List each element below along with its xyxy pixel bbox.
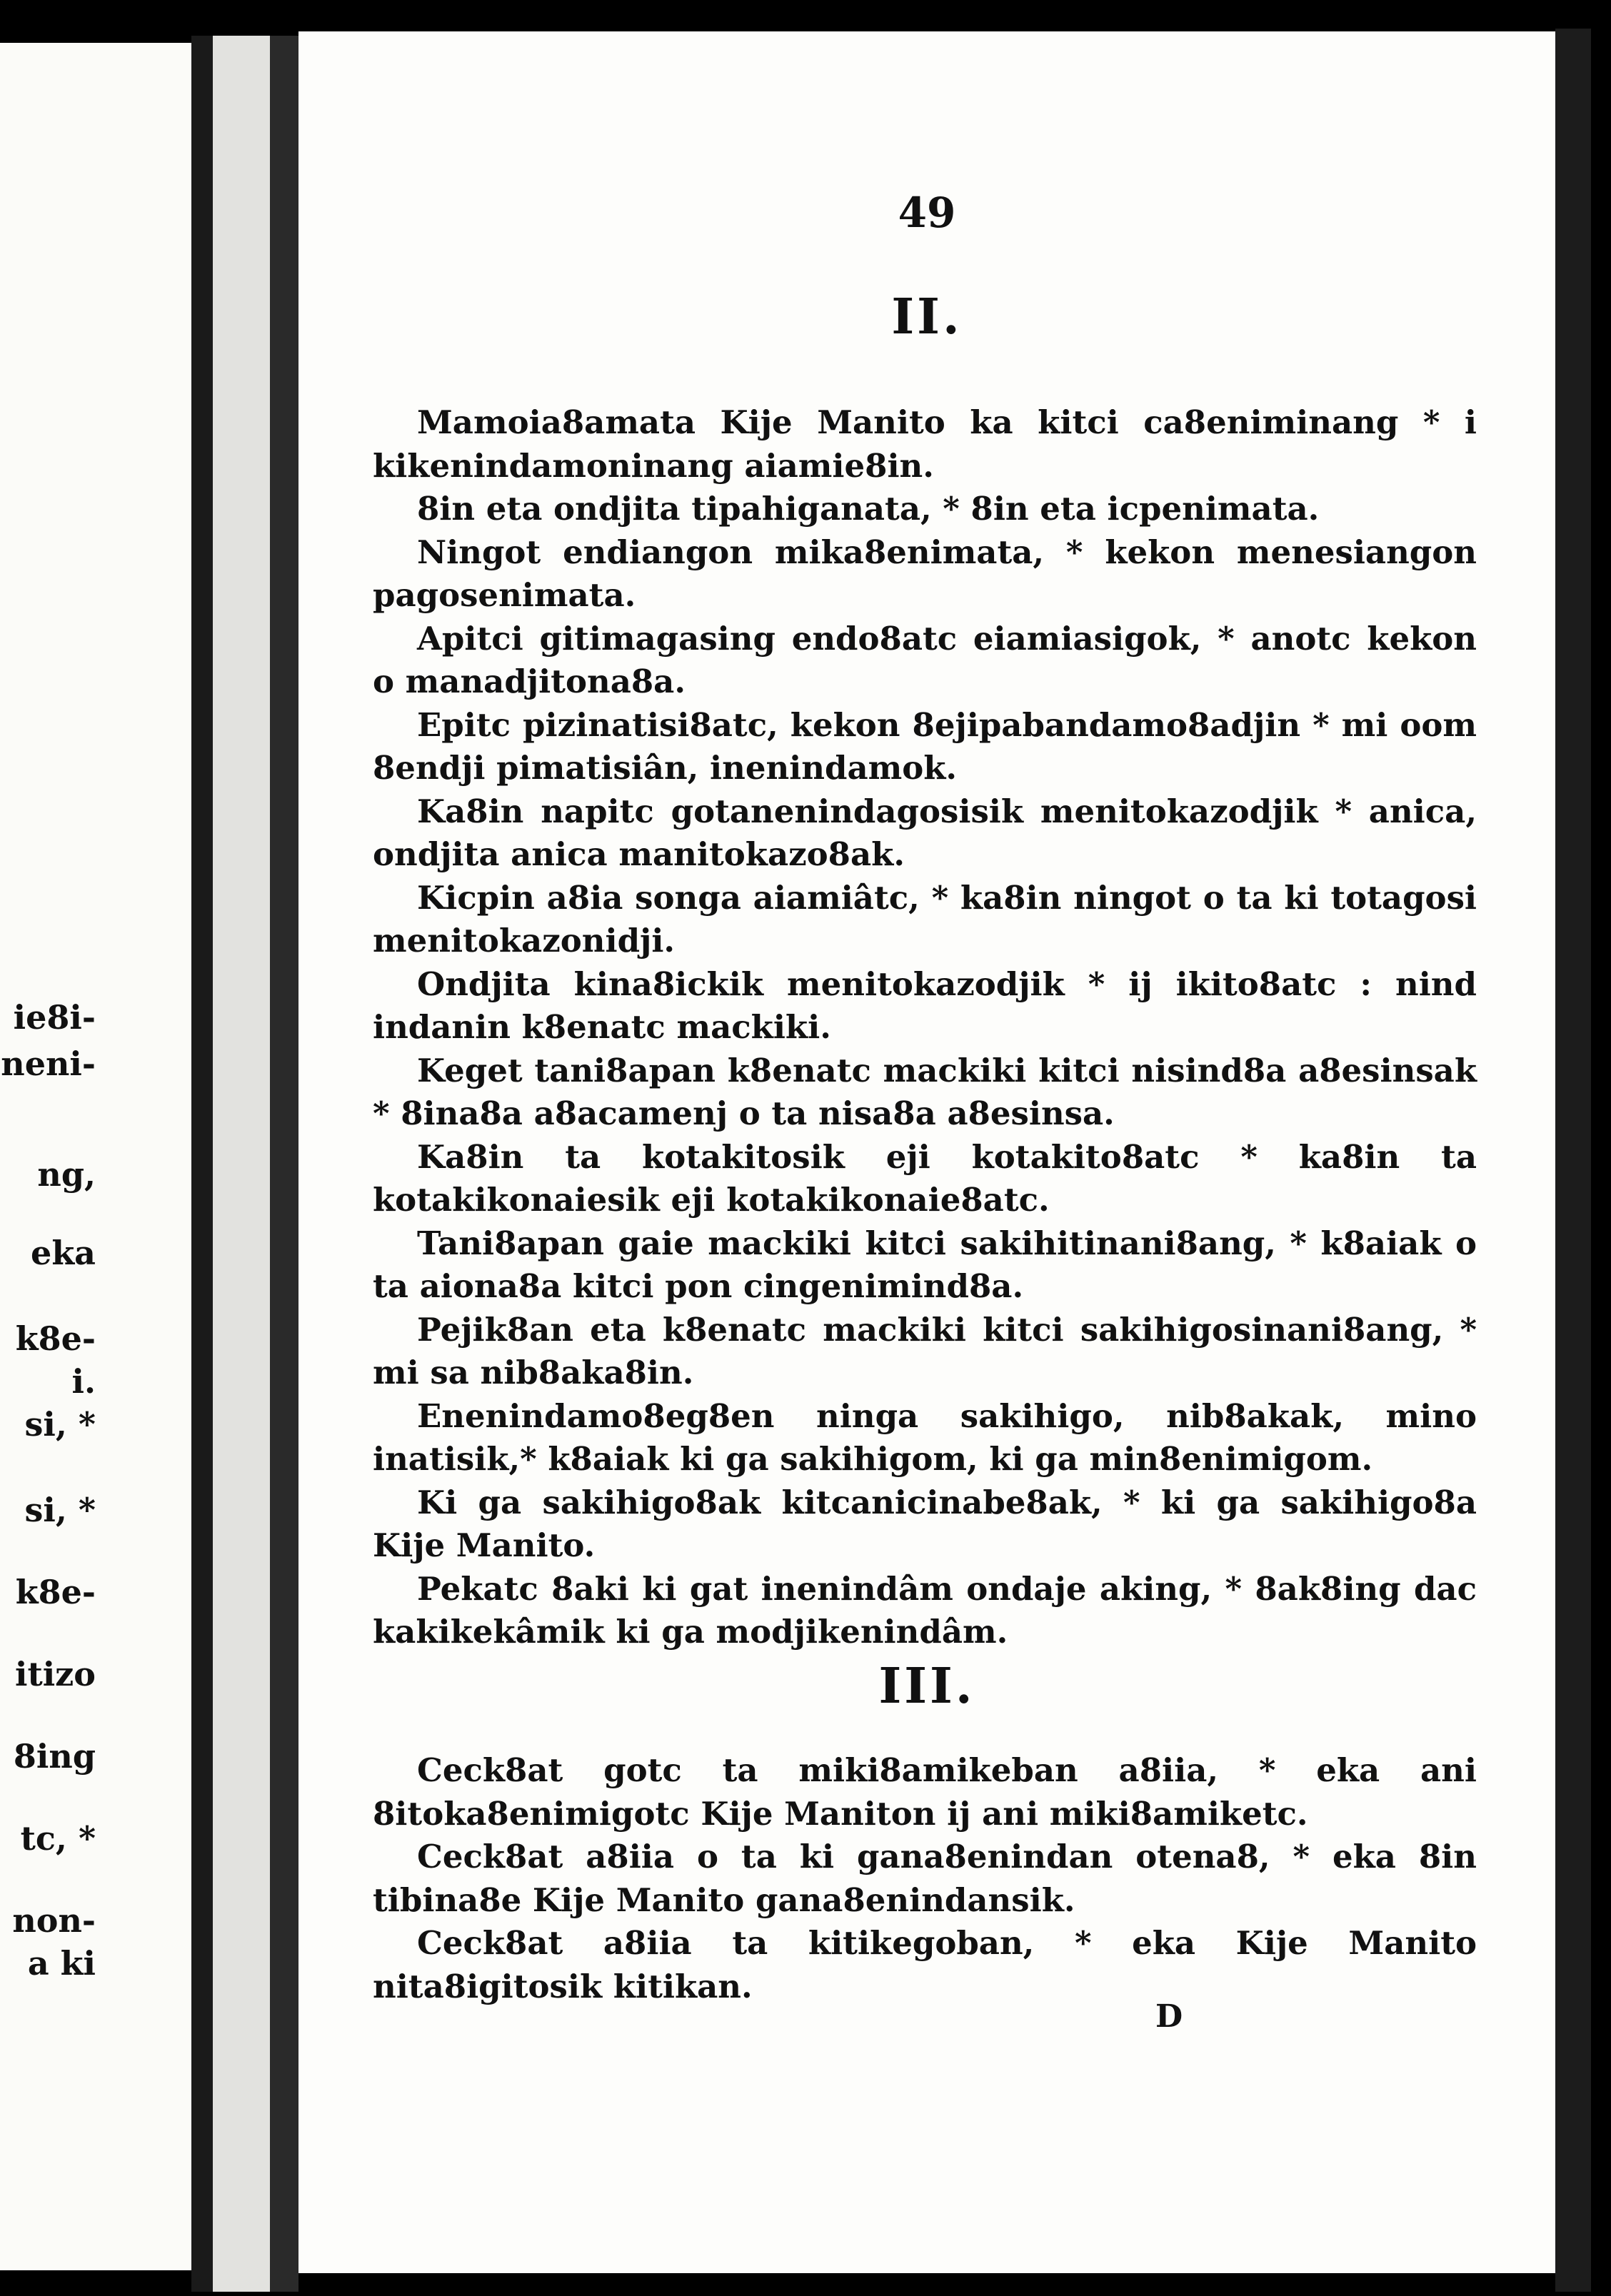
page-edge-shadow <box>1555 29 1591 2292</box>
binding-shadow-inner <box>270 36 298 2292</box>
verse: Epitc pizinatisi8atc, kekon 8ejipabandamo8adjin * mi oom 8endji pimatisiân, inenindamok. <box>373 705 1477 787</box>
facing-page-line: 8ing <box>13 1737 96 1776</box>
verse: Tani8apan gaie mackiki kitci sakihitinani8ang, * k8aiak o ta aiona8a kitci pon cingenimind8a. <box>373 1224 1477 1305</box>
page-number: 49 <box>898 188 956 237</box>
section-heading: II. <box>891 288 963 346</box>
facing-page-line: si, * <box>24 1405 96 1444</box>
verse: Ondjita kina8ickik menitokazodjik * ij ikito8atc : nind indanin k8enatc mackiki. <box>373 965 1477 1046</box>
facing-page-line: ng, <box>37 1155 96 1194</box>
verse-block <box>373 401 1477 1654</box>
verse: Kicpin a8ia songa aiamiâtc, * ka8in ningot o ta ki totagosi menitokazonidji. <box>373 878 1477 960</box>
verse: 8in eta ondjita tipahiganata, * 8in eta icpenimata. <box>417 490 1320 528</box>
facing-page-line: neni- <box>1 1044 96 1083</box>
verse: Mamoia8amata Kije Manito ka kitci ca8eniminang * i kikenindamoninang aiamie8in. <box>373 403 1477 485</box>
facing-page-line: k8e- <box>15 1573 96 1611</box>
facing-page-line: i. <box>71 1362 96 1401</box>
facing-page-line: si, * <box>24 1491 96 1529</box>
facing-page-line: non- <box>12 1901 96 1940</box>
facing-page-fragment <box>0 43 191 2270</box>
verse: Pejik8an eta k8enatc mackiki kitci sakihigosinani8ang, * mi sa nib8aka8in. <box>373 1310 1477 1391</box>
facing-page-line: eka <box>31 1234 96 1272</box>
verse: Ningot endiangon mika8enimata, * kekon menesiangon pagosenimata. <box>373 533 1477 614</box>
verse-block <box>373 1749 1477 2008</box>
book-page <box>298 31 1555 2273</box>
binding-shadow <box>191 36 213 2292</box>
signature-mark: D <box>1155 1998 1183 2035</box>
verse: Keget tani8apan k8enatc mackiki kitci nisind8a a8esinsak * 8ina8a a8acamenj o ta nisa8a a8esinsa. <box>373 1051 1477 1132</box>
facing-page-line: ie8i- <box>13 998 96 1037</box>
verse: Ceck8at a8iia ta kitikegoban, * eka Kije Manito nita8igitosik kitikan. <box>373 1924 1477 2005</box>
facing-page-line: k8e- <box>15 1319 96 1358</box>
verse: Ceck8at gotc ta miki8amikeban a8iia, * eka ani 8itoka8enimigotc Kije Maniton ij ani miki8amiketc. <box>373 1751 1477 1833</box>
facing-page-line: a ki <box>27 1944 96 1983</box>
verse: Apitci gitimagasing endo8atc eiamiasigok, * anotc kekon o manadjitona8a. <box>373 619 1477 700</box>
verse: Ceck8at a8iia o ta ki gana8enindan otena8, * eka 8in tibina8e Kije Manito gana8enindansik. <box>373 1838 1477 1919</box>
verse: Enenindamo8eg8en ninga sakihigo, nib8akak, mino inatisik,* k8aiak ki ga sakihigom, ki ga min8enimigom. <box>373 1396 1477 1478</box>
verse: Ki ga sakihigo8ak kitcanicinabe8ak, * ki ga sakihigo8a Kije Manito. <box>373 1483 1477 1564</box>
verse: Pekatc 8aki ki gat inenindâm ondaje aking, * 8ak8ing dac kakikekâmik ki ga modjikenindâm. <box>373 1569 1477 1651</box>
binding-gutter <box>213 36 270 2292</box>
verse: Ka8in napitc gotanenindagosisik menitokazodjik * anica, ondjita anica manitokazo8ak. <box>373 792 1477 873</box>
section-heading: III. <box>878 1658 975 1715</box>
facing-page-line: tc, * <box>20 1819 96 1858</box>
facing-page-line: itizo <box>14 1655 96 1693</box>
verse: Ka8in ta kotakitosik eji kotakito8atc * ka8in ta kotakikonaiesik eji kotakikonaie8atc. <box>373 1137 1477 1219</box>
